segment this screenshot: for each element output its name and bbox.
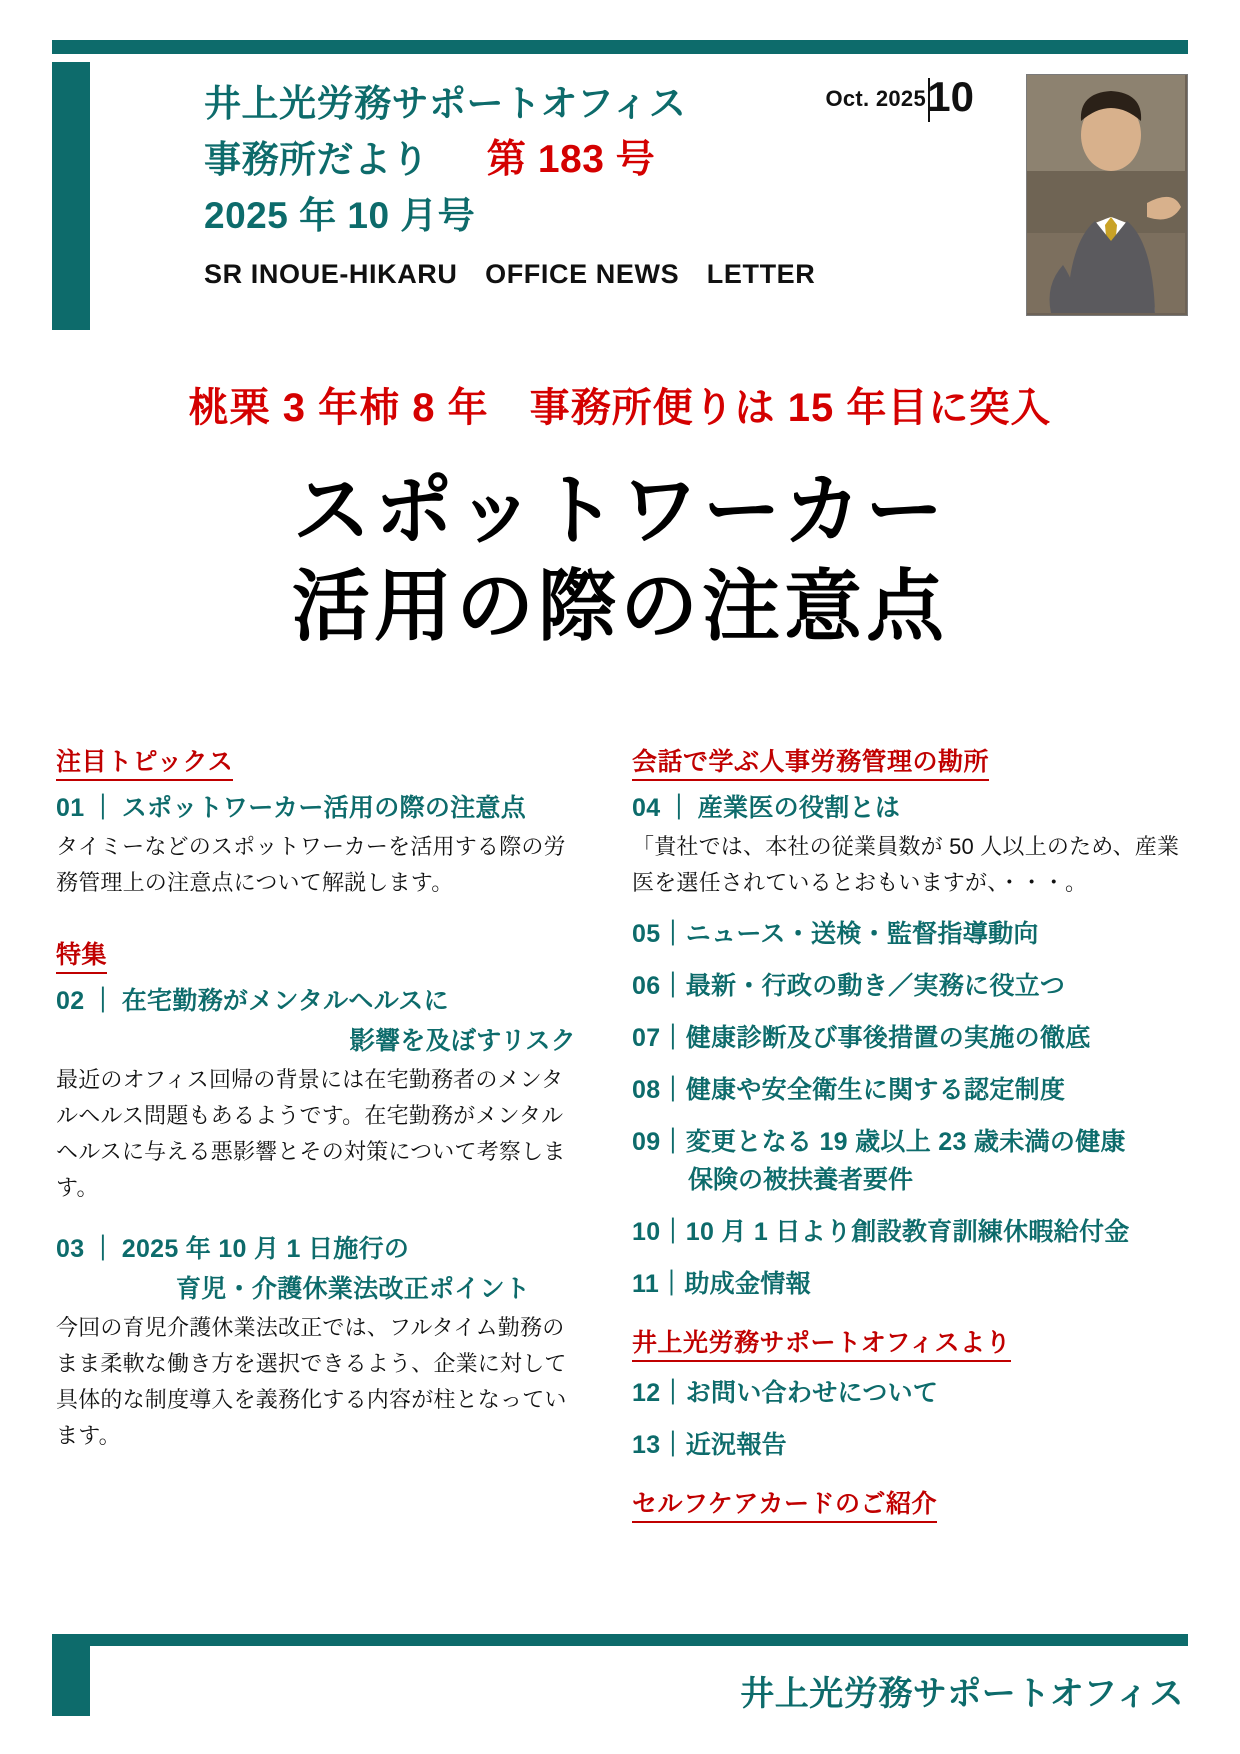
masthead (52, 62, 1188, 330)
toc-item-06[interactable] (632, 967, 1192, 1005)
masthead-title-line3: 2025 年 10 月号 (204, 195, 476, 236)
footer-office-name: 井上光労務サポートオフィス (740, 1675, 1184, 1713)
toc-item-04-body: 「貴社では、本社の従業員数が 50 人以上のため、産業医を選任されているとおもいますが、・・・。 (632, 834, 1180, 895)
toc-item-08[interactable] (632, 1071, 1192, 1109)
toc-item-10[interactable] (632, 1213, 1192, 1251)
toc-item-02-body: 最近のオフィス回帰の背景には在宅勤務者のメンタルヘルス問題もあるようです。在宅勤務がメンタルヘルスに与える悪影響とその対策について考察します。 (56, 1067, 566, 1200)
toc-item-13-number: 13 (632, 1431, 661, 1459)
toc-item-03-title: 2025 年 10 月 1 日施行の (121, 1235, 410, 1263)
toc-item-03-body: 今回の育児介護休業法改正では、フルタイム勤務のまま柔軟な働き方を選択できるよう、企業に対して具体的な制度導入を義務化する内容が柱となっています。 (56, 1315, 567, 1448)
toc-item-03[interactable] (56, 1230, 576, 1268)
toc-item-10-separator: ｜ (660, 1218, 686, 1246)
masthead-issue-number: 第 183 号 (487, 138, 656, 181)
masthead-title-line2-main: 事務所だより (204, 139, 429, 180)
masthead-title-line2 (204, 132, 884, 188)
spacer-1 (56, 901, 576, 935)
red-subtitle: 桃栗 3 年柿 8 年 事務所便りは 15 年目に突入 (188, 386, 1052, 430)
toc-item-03-number: 03 (56, 1235, 85, 1263)
toc-item-07[interactable] (632, 1019, 1192, 1057)
toc-item-02[interactable] (56, 982, 576, 1020)
toc-item-04-title: 産業医の役割とは (697, 794, 901, 822)
section-heading-feature: 特集 (56, 935, 107, 974)
right-column (632, 742, 1192, 1529)
masthead-subtitle-en: SR INOUE-HIKARU OFFICE NEWS LETTER (204, 259, 816, 289)
left-column (56, 742, 576, 1454)
toc-item-12-title: お問い合わせについて (685, 1379, 939, 1407)
spacer-2 (56, 1206, 576, 1228)
page-title-line1: スポットワーカー (292, 466, 948, 554)
toc-item-06-title: 最新・行政の動き／実務に役立つ (685, 972, 1066, 1000)
toc-item-12[interactable] (632, 1374, 1192, 1412)
toc-item-09-number: 09 (632, 1128, 661, 1156)
footer-accent-bar (52, 1646, 90, 1716)
toc-item-05-number: 05 (632, 920, 661, 948)
page-title-line2: 活用の際の注意点 (291, 562, 948, 650)
toc-item-04-number: 04 (632, 794, 661, 822)
section-heading-conversation: 会話で学ぶ人事労務管理の勘所 (632, 742, 989, 781)
toc-item-01[interactable] (56, 789, 576, 827)
toc-item-13-separator: ｜ (660, 1431, 686, 1459)
toc-item-11-number: 11 (632, 1270, 660, 1298)
toc-item-06-number: 06 (632, 972, 661, 1000)
toc-item-10-title: 10 月 1 日より創設教育訓練休暇給付金 (685, 1218, 1130, 1246)
toc-item-02-number: 02 (56, 987, 85, 1015)
toc-item-10-number: 10 (632, 1218, 661, 1246)
toc-item-02-separator: ｜ (90, 987, 116, 1015)
toc-item-09-title-cont: 保険の被扶養者要件 (688, 1166, 914, 1194)
toc-item-01-separator: ｜ (90, 794, 116, 822)
toc-item-13-title: 近況報告 (685, 1431, 787, 1459)
top-divider-rule (52, 40, 1188, 54)
page-title (52, 462, 1188, 654)
toc-item-08-separator: ｜ (660, 1076, 686, 1104)
toc-item-09-title: 変更となる 19 歳以上 23 歳未満の健康 (685, 1128, 1126, 1156)
toc-item-12-separator: ｜ (660, 1379, 686, 1407)
toc-item-04-separator: ｜ (666, 794, 692, 822)
toc-item-06-separator: ｜ (660, 972, 686, 1000)
masthead-date: Oct. 2025 (825, 86, 926, 111)
toc-item-08-number: 08 (632, 1076, 661, 1104)
toc-item-07-number: 07 (632, 1024, 661, 1052)
section-heading-topics: 注目トピックス (56, 742, 233, 781)
footer-divider-rule (52, 1634, 1188, 1646)
section-heading-office: 井上光労務サポートオフィスより (632, 1323, 1011, 1362)
toc-item-11-separator: ｜ (659, 1270, 685, 1298)
toc-item-03-separator: ｜ (90, 1235, 116, 1263)
toc-item-03-title-cont: 育児・介護休業法改正ポイント (176, 1275, 531, 1303)
toc-item-01-number: 01 (56, 794, 85, 822)
portrait-photo (1026, 74, 1188, 316)
toc-item-08-title: 健康や安全衛生に関する認定制度 (685, 1076, 1066, 1104)
toc-item-12-number: 12 (632, 1379, 661, 1407)
toc-item-09-separator: ｜ (660, 1128, 686, 1156)
toc-item-05[interactable] (632, 915, 1192, 953)
toc-item-11[interactable] (632, 1265, 1192, 1303)
toc-item-02-title-cont: 影響を及ぼすリスク (349, 1027, 576, 1055)
toc-item-01-body: タイミーなどのスポットワーカーを活用する際の労務管理上の注意点について解説します。 (56, 834, 566, 895)
toc-item-07-separator: ｜ (660, 1024, 686, 1052)
masthead-title-line1: 井上光労務サポートオフィス (204, 83, 687, 124)
toc-item-05-title: ニュース・送検・監督指導動向 (685, 920, 1039, 948)
toc-item-09[interactable] (632, 1123, 1192, 1161)
masthead-accent-bar (52, 62, 90, 330)
masthead-title-block (204, 76, 884, 291)
section-heading-selfcare: セルフケアカードのご紹介 (632, 1484, 937, 1523)
masthead-month-number: 10 (927, 73, 974, 120)
toc-item-05-separator: ｜ (660, 920, 686, 948)
toc-item-04[interactable] (632, 789, 1192, 827)
toc-item-11-title: 助成金情報 (684, 1270, 811, 1298)
toc-item-01-title: スポットワーカー活用の際の注意点 (121, 794, 527, 822)
portrait-illustration (1027, 75, 1185, 313)
toc-item-07-title: 健康診断及び事後措置の実施の徹底 (685, 1024, 1091, 1052)
toc-item-02-title: 在宅勤務がメンタルヘルスに (121, 987, 449, 1015)
toc-item-13[interactable] (632, 1426, 1192, 1464)
